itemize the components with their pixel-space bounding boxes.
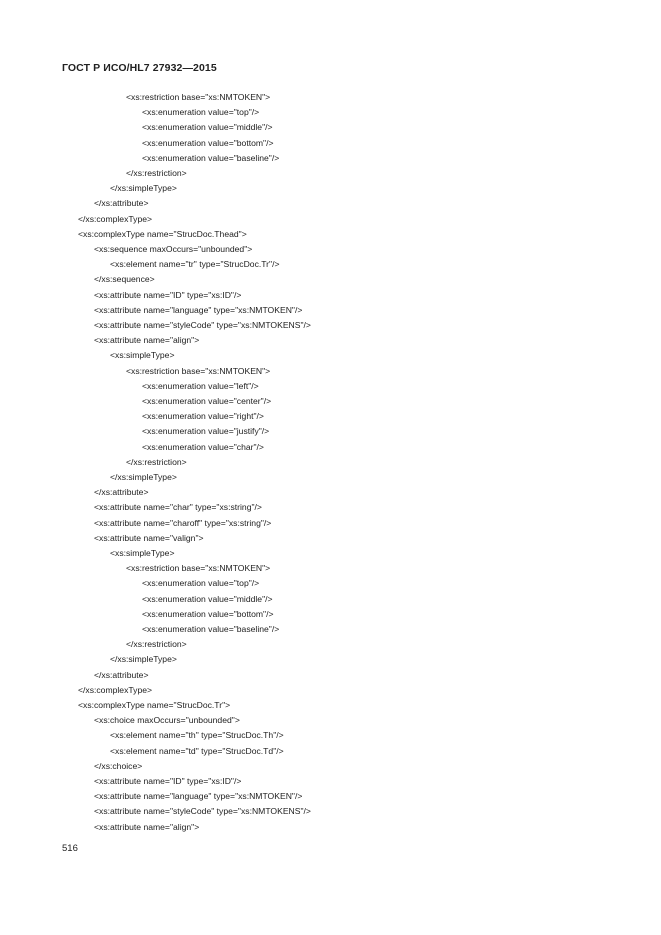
code-line: </xs:simpleType> <box>110 472 177 482</box>
code-line: <xs:enumeration value="baseline"/> <box>142 624 280 634</box>
code-line: <xs:attribute name="charoff" type="xs:string"/> <box>94 517 272 528</box>
code-line: <xs:attribute name="align"> <box>94 335 200 346</box>
code-line: </xs:complexType> <box>78 213 153 224</box>
code-line: <xs:enumeration value="left"/> <box>142 380 259 391</box>
code-line: <xs:element name="tr" type="StrucDoc.Tr"/> <box>110 259 280 270</box>
code-line: <xs:attribute name="language" type="xs:NMTOKEN"/> <box>94 304 303 315</box>
code-line: </xs:restriction> <box>126 639 187 650</box>
code-line: <xs:attribute name="ID" type="xs:ID"/> <box>94 776 242 786</box>
code-line: <xs:enumeration value="middle"/> <box>142 122 273 133</box>
code-line: <xs:restriction base="xs:NMTOKEN"> <box>126 563 271 574</box>
page-header-title: ГОСТ Р ИСО/HL7 27932—2015 <box>62 62 217 74</box>
code-line: </xs:attribute> <box>94 198 149 209</box>
code-line: <xs:element name="td" type="StrucDoc.Td"/> <box>110 745 284 756</box>
page-number: 516 <box>62 843 78 854</box>
code-line: <xs:attribute name="styleCode" type="xs:NMTOKENS"/> <box>94 806 311 817</box>
code-line: <xs:attribute name="char" type="xs:string"/> <box>94 502 262 513</box>
code-line: <xs:attribute name="ID" type="xs:ID"/> <box>94 289 242 300</box>
code-line: </xs:simpleType> <box>110 183 177 194</box>
code-line: <xs:complexType name="StrucDoc.Thead"> <box>78 228 247 239</box>
code-line: <xs:attribute name="styleCode" type="xs:NMTOKENS"/> <box>94 320 311 330</box>
code-line: <xs:enumeration value="middle"/> <box>142 593 273 604</box>
code-line: <xs:element name="th" type="StrucDoc.Th"/> <box>110 730 284 741</box>
code-line: <xs:attribute name="language" type="xs:NMTOKEN"/> <box>94 791 303 802</box>
code-line: </xs:simpleType> <box>110 654 177 665</box>
code-line: <xs:enumeration value="center"/> <box>142 396 272 406</box>
code-line: <xs:enumeration value="justify"/> <box>142 426 270 437</box>
code-line: <xs:simpleType> <box>110 548 175 558</box>
code-line: <xs:enumeration value="right"/> <box>142 411 264 422</box>
code-line: <xs:attribute name="align"> <box>94 821 200 832</box>
code-line: </xs:complexType> <box>78 684 153 695</box>
code-line: </xs:restriction> <box>126 456 187 467</box>
code-line: <xs:sequence maxOccurs="unbounded"> <box>94 244 253 254</box>
code-line: <xs:enumeration value="char"/> <box>142 441 264 452</box>
code-line: </xs:restriction> <box>126 168 187 178</box>
code-line: </xs:attribute> <box>94 669 149 680</box>
code-line: <xs:enumeration value="top"/> <box>142 107 260 118</box>
code-line: <xs:restriction base="xs:NMTOKEN"> <box>126 92 271 102</box>
code-line: </xs:attribute> <box>94 487 149 498</box>
code-line: <xs:enumeration value="bottom"/> <box>142 608 274 619</box>
code-line: <xs:enumeration value="baseline"/> <box>142 152 280 163</box>
code-line: </xs:sequence> <box>94 274 155 285</box>
code-line: <xs:choice maxOccurs="unbounded"> <box>94 715 240 726</box>
code-line: </xs:choice> <box>94 760 143 771</box>
code-line: <xs:enumeration value="top"/> <box>142 578 260 589</box>
code-line: <xs:restriction base="xs:NMTOKEN"> <box>126 365 271 376</box>
code-line: <xs:simpleType> <box>110 350 175 361</box>
code-line: <xs:enumeration value="bottom"/> <box>142 137 274 148</box>
code-line: <xs:attribute name="valign"> <box>94 532 204 543</box>
code-line: <xs:complexType name="StrucDoc.Tr"> <box>78 700 231 710</box>
